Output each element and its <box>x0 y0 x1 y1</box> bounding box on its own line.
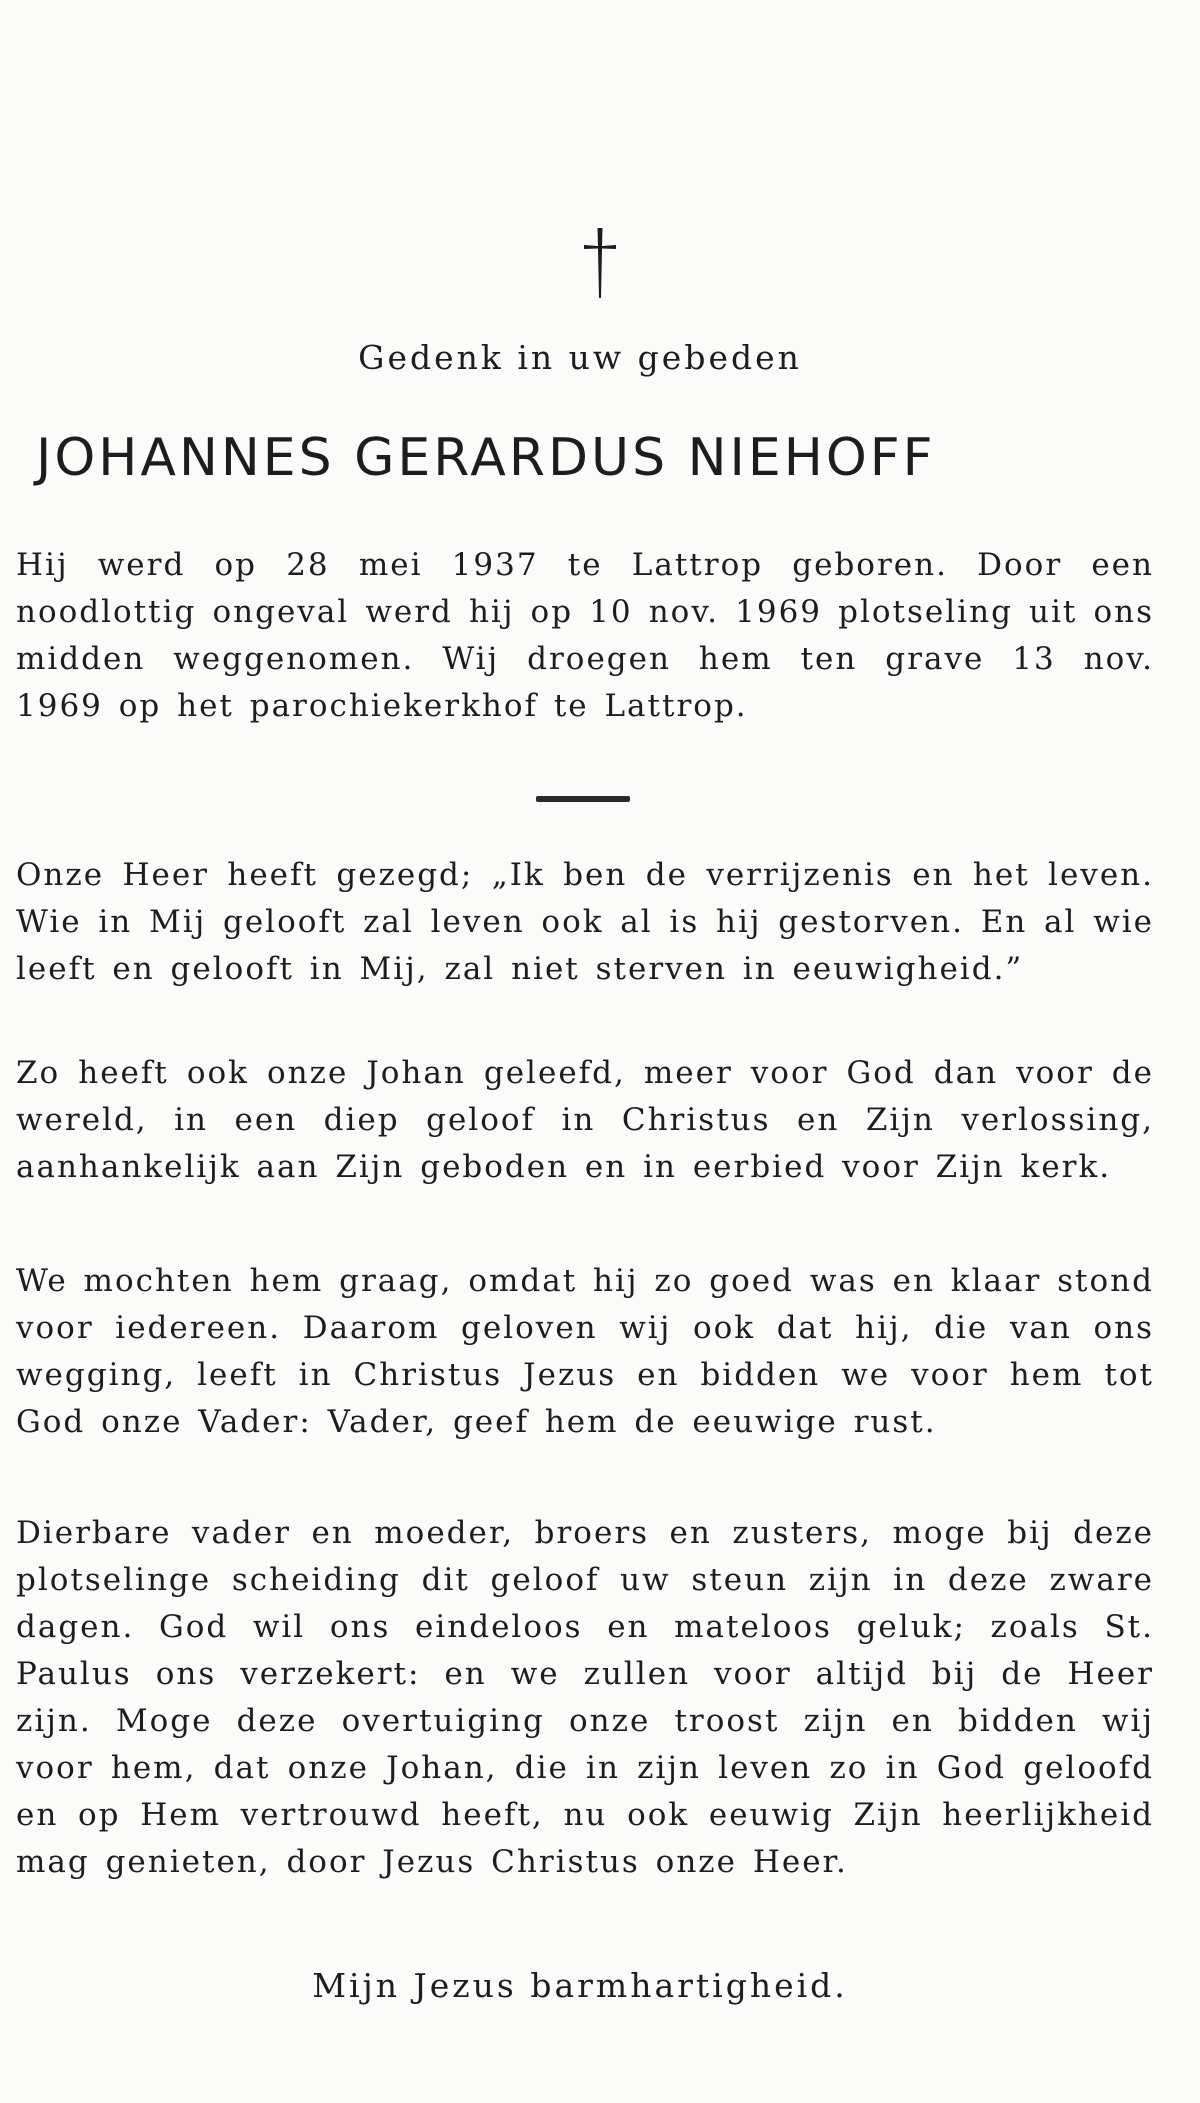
family-paragraph: Dierbare vader en moeder, broers en zusters, moge bij deze plotselinge scheiding dit geloof uw steun zijn in deze zware dagen. God wil ons eindeloos en mateloos geluk; zoals St. Paulus ons verzekert: en we zullen voor altijd bij de Heer zijn. Moge deze overtuiging onze troost zijn en bidden wij voor hem, dat onze Johan, die in zijn leven zo in God geloofd en op Hem vertrouwd heeft, nu ook eeuwig Zijn heerlijkheid mag genieten, door Jezus Christus onze Heer. <box>16 1515 1154 1880</box>
cross-icon <box>0 228 1200 298</box>
invocation-text: Gedenk in uw gebeden <box>358 338 802 377</box>
scripture-quote-paragraph: Onze Heer heeft gezegd; „Ik ben de verrijzenis en het leven. Wie in Mij gelooft zal leven ook al is hij gestorven. En al wie leeft en gelooft in Mij, zal niet sterven in eeuwigheid.” <box>16 857 1154 987</box>
section-divider <box>536 796 630 802</box>
faith-paragraph: Zo heeft ook onze Johan geleefd, meer voor God dan voor de wereld, in een diep geloof in Christus en Zijn verlossing, aanhankelijk aan Zijn geboden en in eerbied voor Zijn kerk. <box>16 1055 1154 1185</box>
prayer-paragraph: We mochten hem graag, omdat hij zo goed was en klaar stond voor iedereen. Daarom geloven wij ook dat hij, die van ons wegging, leeft in Christus Jezus en bidden we voor hem tot God onze Vader: Vader, geef hem de eeuwige rust. <box>16 1263 1154 1440</box>
biography-paragraph: Hij werd op 28 mei 1937 te Lattrop geboren. Door een noodlottig ongeval werd hij op 10 nov. 1969 plotseling uit ons midden weggenomen. Wij droegen hem ten grave 13 nov. 1969 op het parochiekerkhof te Lattrop. <box>16 547 1154 724</box>
deceased-name: JOHANNES GERARDUS NIEHOFF <box>36 428 936 488</box>
closing-prayer: Mijn Jezus barmhartigheid. <box>312 1966 848 2005</box>
